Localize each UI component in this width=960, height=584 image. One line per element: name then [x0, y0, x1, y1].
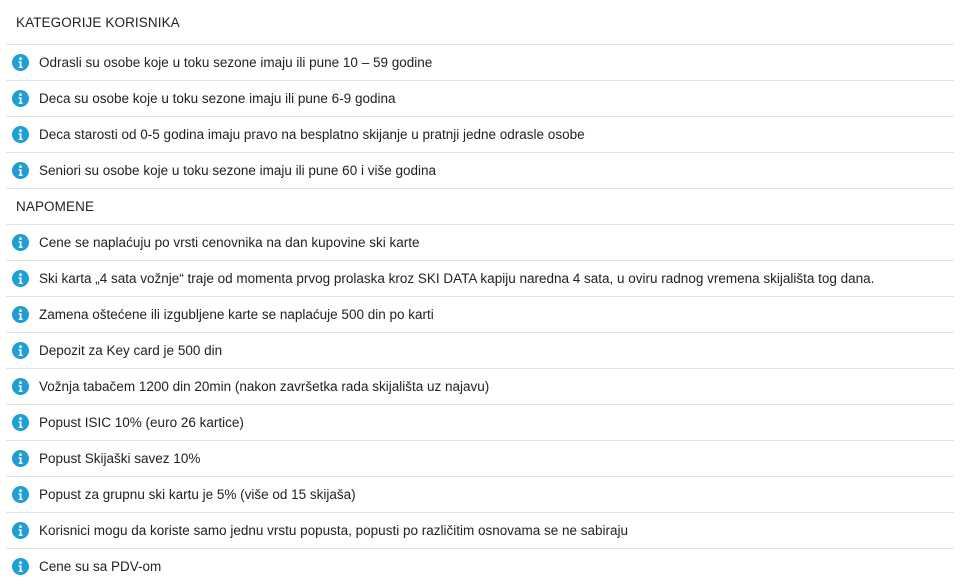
- info-icon: [12, 522, 29, 539]
- list-item-text: Popust Skijaški savez 10%: [39, 451, 201, 466]
- list-item: [6, 296, 954, 332]
- list-item-text: Ski karta „4 sata vožnje“ traje od momenta prvog prolaska kroz SKI DATA kapiju naredna 4 sata, u oviru radnog vremena skijališta tog dana.: [39, 271, 875, 286]
- list-item-text: Vožnja tabačem 1200 din 20min (nakon završetka rada skijališta uz najavu): [39, 379, 490, 394]
- list-item: [6, 116, 954, 152]
- info-icon: [12, 342, 29, 359]
- list-item: [6, 152, 954, 188]
- list-item-text: Seniori su osobe koje u toku sezone imaju ili pune 60 i više godina: [39, 163, 436, 178]
- list-item-text: Cene su sa PDV-om: [39, 559, 162, 574]
- info-icon: [12, 306, 29, 323]
- list-item: [6, 80, 954, 116]
- list-item: [6, 368, 954, 404]
- list-item-text: Popust za grupnu ski kartu je 5% (više od 15 skijaša): [39, 487, 356, 502]
- list-item: [6, 512, 954, 548]
- list-item: [6, 260, 954, 296]
- info-icon: [12, 414, 29, 431]
- list-item: [6, 404, 954, 440]
- list-item-text: Deca su osobe koje u toku sezone imaju ili pune 6-9 godina: [39, 91, 396, 106]
- info-icon: [12, 54, 29, 71]
- list-item-text: Korisnici mogu da koriste samo jednu vrstu popusta, popusti po različitim osnovama se ne sabiraju: [39, 523, 629, 538]
- info-list: [6, 0, 954, 584]
- list-item: [6, 440, 954, 476]
- list-item-text: Deca starosti od 0-5 godina imaju pravo na besplatno skijanje u pratnji jedne odrasle osobe: [39, 127, 585, 142]
- list-item-text: Cene se naplaćuju po vrsti cenovnika na dan kupovine ski karte: [39, 235, 420, 250]
- info-icon: [12, 234, 29, 251]
- list-item-text: Popust ISIC 10% (euro 26 kartice): [39, 415, 244, 430]
- section-header-kategorije: KATEGORIJE KORISNIKA: [16, 14, 180, 30]
- info-icon: [12, 378, 29, 395]
- list-item: [6, 332, 954, 368]
- info-icon: [12, 126, 29, 143]
- info-icon: [12, 558, 29, 575]
- info-icon: [12, 486, 29, 503]
- list-item: [6, 44, 954, 80]
- info-icon: [12, 90, 29, 107]
- section-header-napomene: NAPOMENE: [6, 188, 954, 224]
- list-item-text: Odrasli su osobe koje u toku sezone imaju ili pune 10 – 59 godine: [39, 55, 433, 70]
- list-item-text: Zamena oštećene ili izgubljene karte se naplaćuje 500 din po karti: [39, 307, 434, 322]
- info-icon: [12, 270, 29, 287]
- info-icon: [12, 450, 29, 467]
- list-item: [6, 476, 954, 512]
- list-item-text: Depozit za Key card je 500 din: [39, 343, 223, 358]
- list-item: [6, 224, 954, 260]
- info-icon: [12, 162, 29, 179]
- list-item: [6, 548, 954, 584]
